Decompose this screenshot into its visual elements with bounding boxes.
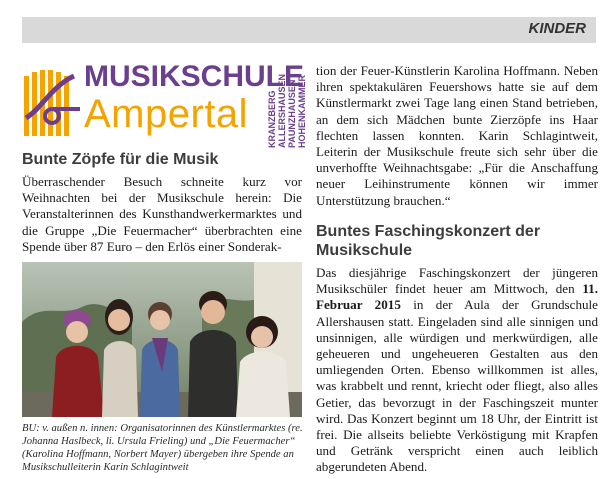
group-photo: [22, 262, 302, 417]
logo-town: HOHENKAMMER: [297, 75, 307, 148]
section-header-bar: [22, 17, 596, 43]
article2-body-part: Das diesjährige Faschingskonzert der jüngeren Musikschüler findet heuer am Mittwoch, den: [316, 265, 598, 297]
article2-heading: Buntes Faschingskonzert der Musikschule: [316, 223, 541, 259]
logo-title: MUSIKSCHULE: [84, 60, 305, 93]
article1-body-right: tion der Feuer-Künstlerin Karolina Hoffmann. Neben ihren spektakulären Feuershows hatte sie auf dem Künstlermarkt zwei Tage lang einen Stand betrieben, an dem sich Mädchen bunte Zierzöpfe ins Haar flechten lassen konnten. Karin Schlagintweit, Leiterin der Musikschule freute sich sehr über die unverhoffte Weihnachtsgabe: „Für die Anschaffung neuer Leihinstrumente können wir immer Unterstützung brauchen.“: [316, 63, 598, 208]
concert-date: 11. Februar 2015: [316, 281, 598, 313]
musikschule-logo: [22, 60, 307, 148]
harp-logo-icon: [22, 68, 84, 138]
logo-town: PAUNZHAUSEN: [287, 79, 297, 148]
article2-body: [316, 265, 598, 476]
logo-towns: [268, 66, 307, 148]
section-label: KINDER: [528, 20, 586, 37]
article1-heading: Bunte Zöpfe für die Musik: [22, 151, 219, 168]
article1-body-left: Überraschender Besuch schneite kurz vor Weihnachten bei der Musikschule herein: Die Veranstalterinnen des Kunsthandwerkermarktes und die Gruppe „Die Feuermacher“ überbrachten eine Spende über 87 Euro – den Erlös einer Sonderak-: [22, 174, 302, 254]
logo-subtitle: Ampertal: [84, 92, 249, 136]
group-photo-image: [22, 262, 302, 417]
photo-caption: BU: v. außen n. innen: Organisatorinnen des Künstlermarktes (re. Johanna Haslbeck, li. Ursula Frieling) und „Die Feuermacher“ (Karolina Hoffmann, Norbert Mayer) übergeben ihre Spende an Musikschulleiterin Karin Schlagintweit: [22, 423, 303, 473]
logo-town: KRANZBERG: [267, 90, 277, 148]
article2-body-part: in der Aula der Grundschule Allershausen statt. Eingeladen sind alle sinnigen und unsinnigen, alle würdigen und merkwürdigen, alle geheueren und ungeheueren Gestalten aus den umliegenden Orten. Ebenso willkommen ist alles, was krabbelt und rennt, kriecht oder fliegt, also alles Getier, das bevorzugt in der Faschingszeit munter wird. Das Konzert beginnt um 18 Uhr, der Eintritt ist frei. Die allseits beliebte Verköstigung mit Krapfen und Getränk verspricht einen auch leiblich abgerundeten Abend.: [316, 297, 598, 475]
logo-town: ALLERSHAUSEN: [277, 73, 287, 148]
